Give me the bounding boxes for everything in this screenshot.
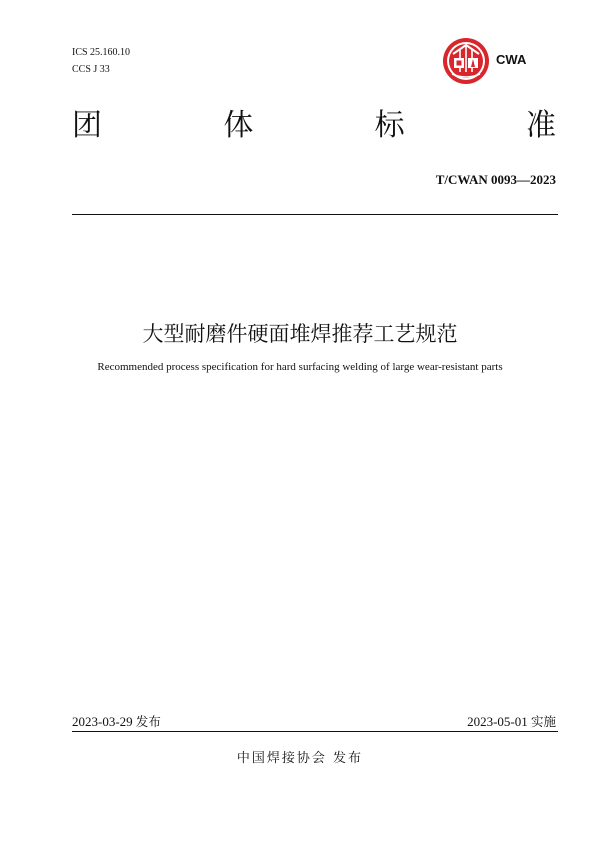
publish-label: 发布: [135, 714, 161, 729]
implement-label: 实施: [530, 714, 556, 729]
publish-date-line: [72, 712, 161, 730]
standard-type-char: 标: [374, 108, 405, 143]
title-chinese: 大型耐磨件硬面堆焊推荐工艺规范: [142, 322, 458, 346]
ccs-code: CCS J 33: [72, 64, 110, 75]
cwa-emblem-icon: [441, 36, 491, 86]
top-divider: [72, 214, 558, 215]
classification-codes: [72, 44, 130, 78]
title-english: Recommended process specification for hard surfacing welding of large wear-resistant parts: [97, 361, 503, 373]
standard-type-char: 体: [223, 108, 254, 143]
ics-code: ICS 25.160.10: [72, 47, 131, 58]
implement-date: 2023-05-01: [467, 714, 528, 729]
standard-number: T/CWAN 0093—2023: [435, 172, 556, 187]
standard-type-char: 准: [525, 108, 556, 143]
publisher: 中国焊接协会 发布: [236, 751, 364, 766]
standard-type-char: 团: [72, 108, 102, 143]
publish-date: 2023-03-29: [72, 714, 133, 729]
brand-text: CWA: [496, 52, 527, 67]
implement-date-line: [467, 712, 556, 730]
standard-type-heading: [72, 106, 556, 146]
bottom-divider: [72, 731, 558, 732]
